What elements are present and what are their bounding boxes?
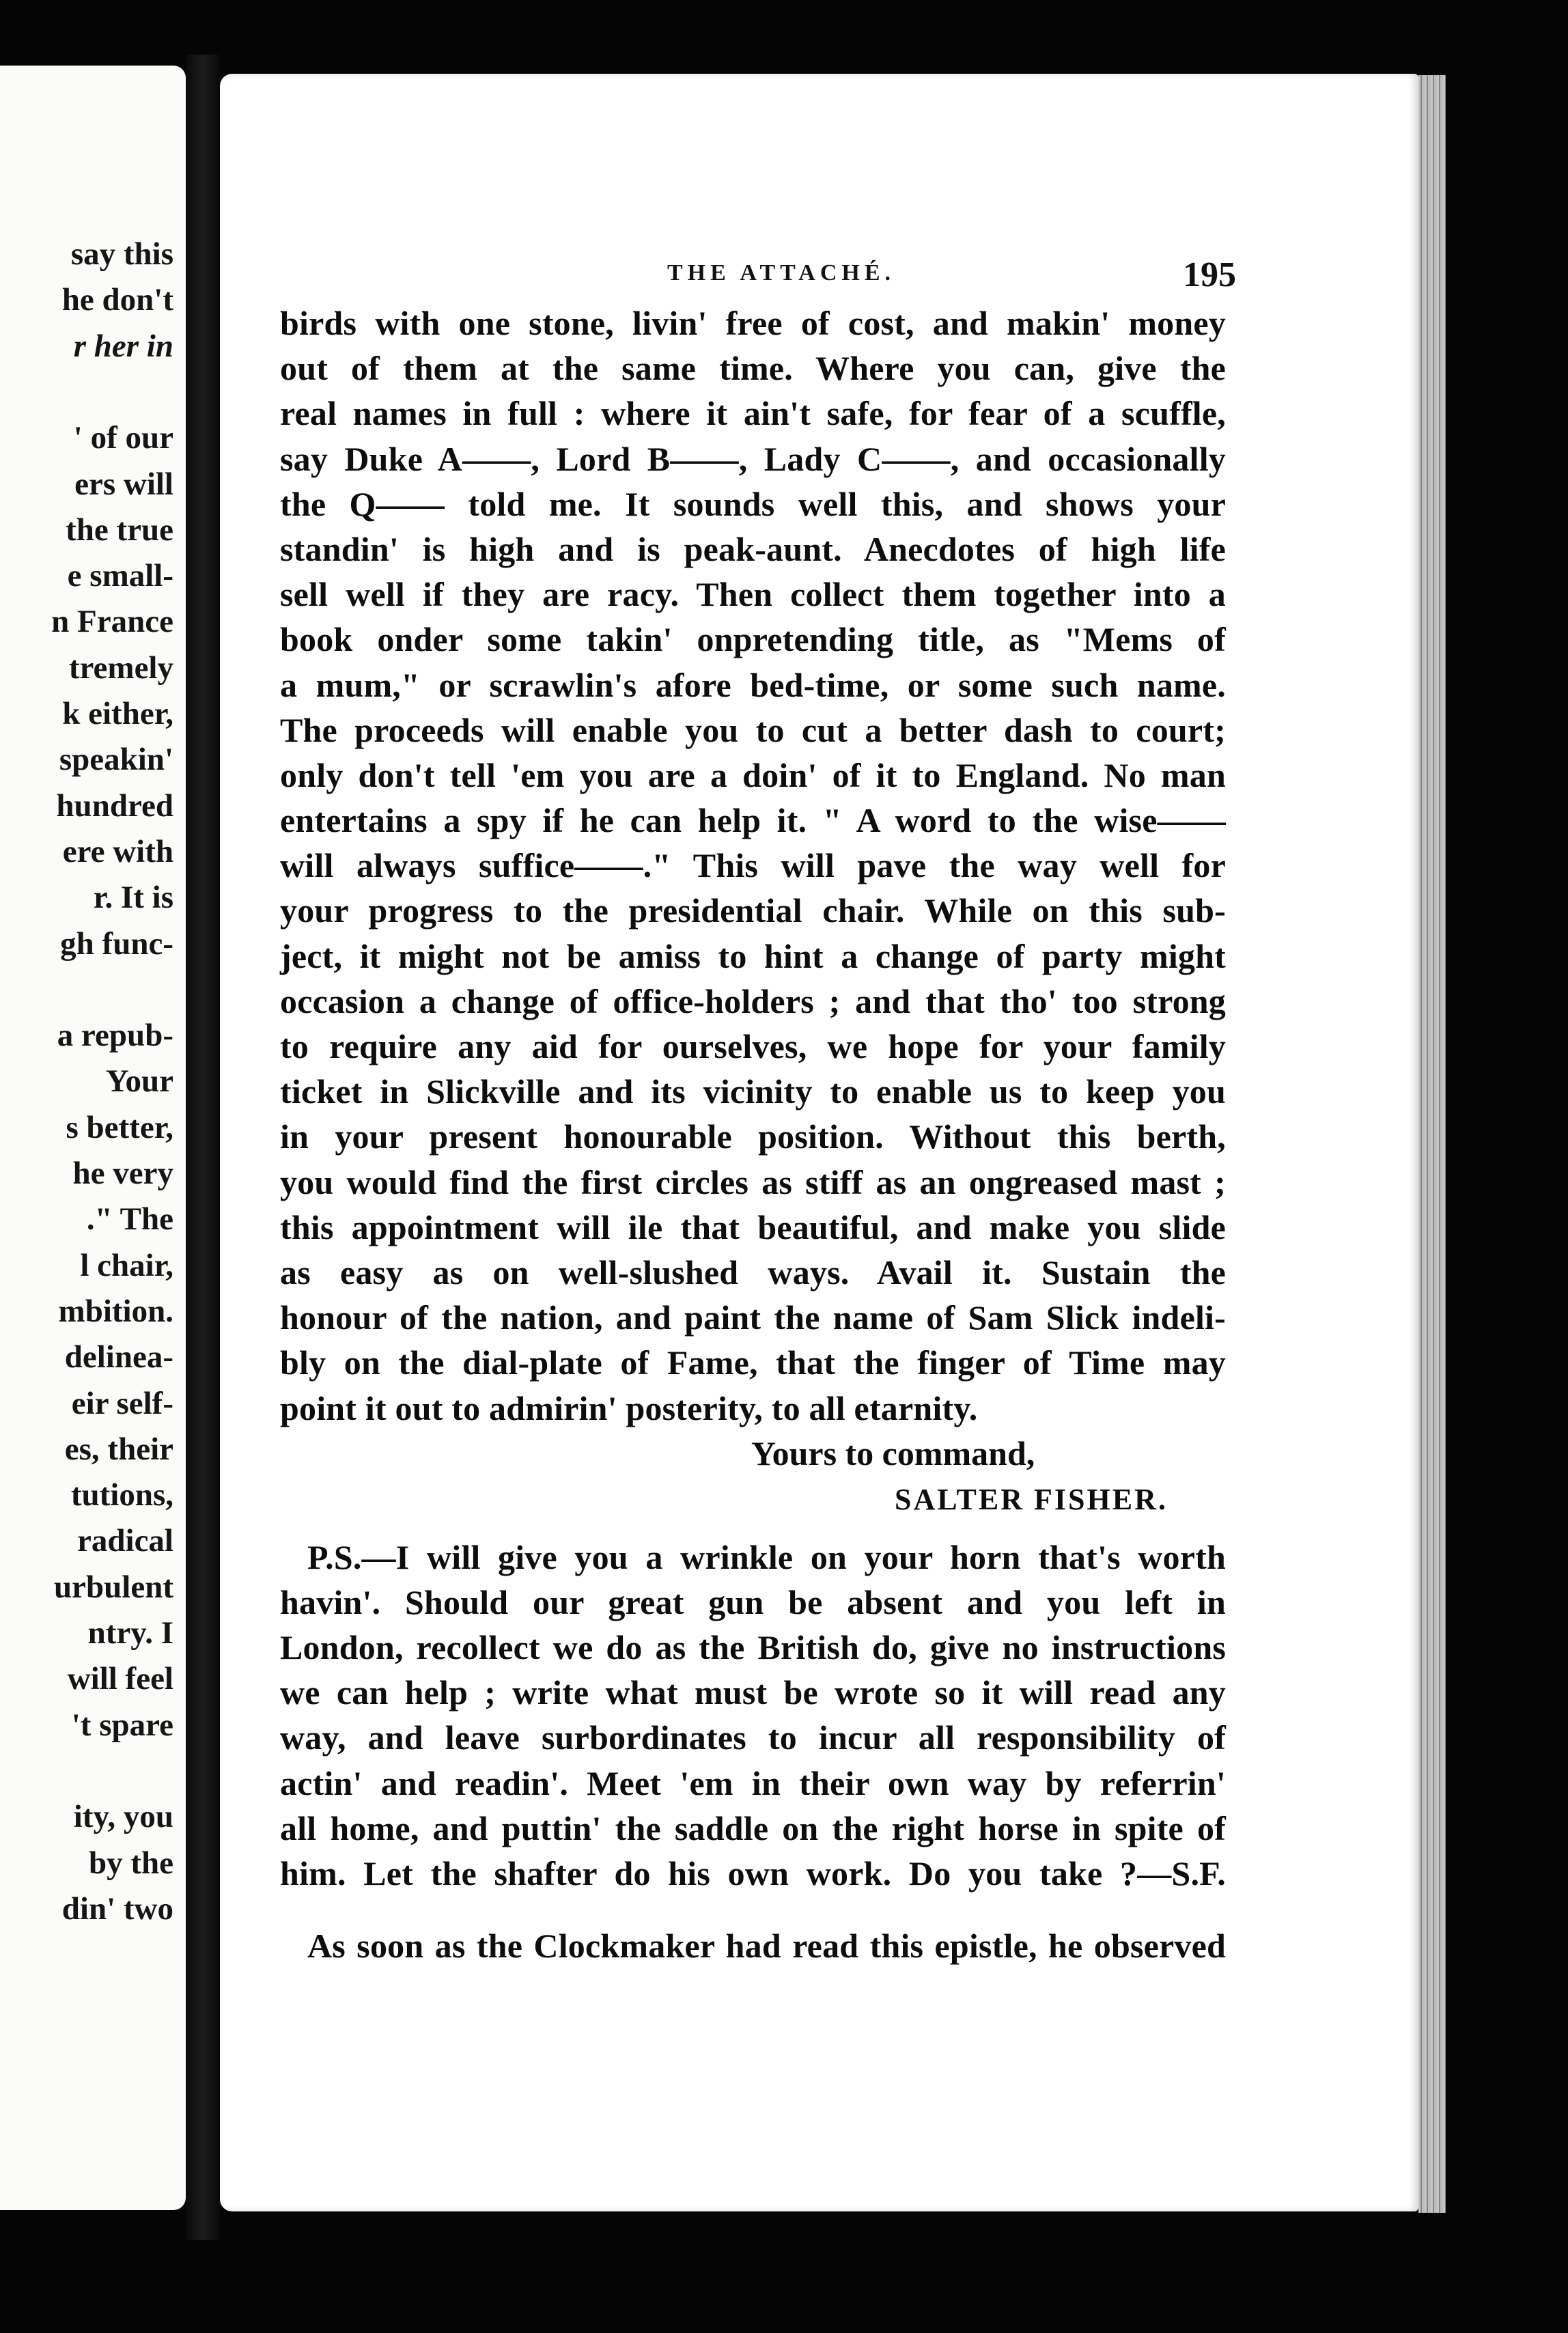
left-page-line: speakin'	[59, 742, 173, 778]
left-page-line: ." The	[86, 1201, 173, 1238]
text-line: this appointment will ile that beautiful, and make you slide	[280, 1207, 1226, 1246]
left-page-line: hundred	[56, 787, 173, 824]
book-page	[220, 74, 1418, 2211]
text-line: you would find the first circles as stiff as an ongreased mast ;	[280, 1162, 1226, 1201]
text-line: point it out to admirin' posterity, to all etarnity.	[280, 1388, 978, 1427]
text-line: say Duke A——, Lord B——, Lady C——, and occasionally	[280, 439, 1226, 478]
text-line: ticket in Slickville and its vicinity to enable us to keep you	[280, 1072, 1226, 1111]
text-line: The proceeds will enable you to cut a better dash to court;	[280, 710, 1226, 749]
left-page-line: delinea-	[64, 1339, 173, 1375]
text-line: your progress to the presidential chair. While on this sub-	[280, 891, 1226, 930]
left-page-line: es, their	[64, 1431, 173, 1467]
text-line: P.S.—I will give you a wrinkle on your horn that's worth	[307, 1537, 1226, 1576]
letter-closing: Yours to command,	[751, 1434, 1035, 1472]
page-number: 195	[1183, 255, 1236, 294]
running-head: THE ATTACHÉ.	[667, 260, 896, 285]
left-page-line: r her in	[73, 328, 173, 364]
left-page-line: the true	[66, 512, 173, 548]
text-line: havin'. Should our great gun be absent and you left in	[280, 1582, 1226, 1621]
left-page-line: ity, you	[73, 1799, 173, 1835]
letter-body	[280, 301, 1226, 1431]
left-page-line: e small-	[67, 558, 173, 594]
left-page-line: by the	[88, 1845, 173, 1881]
left-page-line: radical	[77, 1523, 173, 1559]
left-page-line: k either,	[62, 696, 173, 731]
text-line: real names in full : where it ain't safe, for fear of a scuffle,	[280, 394, 1226, 433]
left-page-line: tutions,	[70, 1477, 173, 1513]
left-page-line: Your	[105, 1063, 173, 1100]
left-page-line: will feel	[67, 1661, 173, 1697]
left-page-line: he don't	[61, 282, 173, 318]
left-page-line: 't spare	[71, 1707, 173, 1743]
text-line: entertains a spy if he can help it. " A word to the wise——	[280, 801, 1226, 840]
text-line: birds with one stone, livin' free of cost, and makin' money	[280, 304, 1226, 342]
left-page-line: eir self-	[71, 1385, 173, 1421]
page-header	[220, 255, 1418, 296]
left-page-line: he very	[72, 1156, 173, 1191]
text-line: all home, and puttin' the saddle on the right horse in spite of	[280, 1808, 1226, 1847]
left-page-line: urbulent	[54, 1569, 173, 1605]
letter-signature: SALTER FISHER.	[895, 1482, 1168, 1516]
left-page-line: r. It is	[93, 880, 173, 916]
text-line: in your present honourable position. Without this berth,	[280, 1117, 1226, 1156]
book-gutter	[186, 55, 220, 2240]
left-page-line: a repub-	[57, 1018, 173, 1054]
left-page-line: s better,	[66, 1109, 173, 1145]
left-page-line: l chair,	[80, 1247, 173, 1283]
narrative-line: As soon as the Clockmaker had read this epistle, he observed	[307, 1927, 1226, 1966]
postscript	[280, 1535, 1226, 1897]
text-line: him. Let the shafter do his own work. Do you take ?—S.F.	[280, 1854, 1226, 1892]
text-line: occasion a change of office-holders ; and that tho' too strong	[280, 981, 1226, 1020]
left-page-line: ntry. I	[87, 1615, 173, 1651]
text-line: book onder some takin' onpretending title, as "Mems of	[280, 620, 1226, 659]
left-page-line: mbition.	[58, 1293, 173, 1329]
text-line: London, recollect we do as the British do, give no instructions	[280, 1628, 1226, 1667]
page-text	[280, 301, 1226, 1968]
left-page-line: say this	[70, 236, 173, 272]
left-page-line: din' two	[61, 1890, 173, 1927]
text-line: ject, it might not be amiss to hint a change of party might	[280, 936, 1226, 975]
text-line: honour of the nation, and paint the name of Sam Slick indeli-	[280, 1298, 1226, 1337]
text-line: bly on the dial-plate of Fame, that the finger of Time may	[280, 1343, 1226, 1382]
page-stack-edge	[1418, 75, 1446, 2213]
text-line: sell well if they are racy. Then collect them together into a	[280, 575, 1226, 614]
text-line: a mum," or scrawlin's afore bed-time, or some such name.	[280, 665, 1226, 704]
text-line: to require any aid for ourselves, we hope for your family	[280, 1027, 1226, 1065]
text-line: we can help ; write what must be wrote so it will read any	[280, 1673, 1226, 1712]
left-page-line: ers will	[74, 466, 173, 502]
text-line: only don't tell 'em you are a doin' of it to England. No man	[280, 755, 1226, 794]
text-line: will always suffice——." This will pave the way well for	[280, 846, 1226, 885]
left-page-line: tremely	[68, 649, 173, 686]
text-line: standin' is high and is peak-aunt. Anecdotes of high life	[280, 529, 1226, 568]
text-line: as easy as on well-slushed ways. Avail it. Sustain the	[280, 1253, 1226, 1291]
left-page-line: n France	[51, 604, 173, 640]
left-page-line: ' of our	[73, 420, 173, 456]
text-line: way, and leave surbordinates to incur all responsibility of	[280, 1718, 1226, 1757]
text-line: actin' and readin'. Meet 'em in their own way by referrin'	[280, 1763, 1226, 1802]
text-line: out of them at the same time. Where you can, give the	[280, 349, 1226, 388]
left-page-line: gh func-	[60, 925, 173, 962]
left-page-line: ere with	[62, 833, 173, 869]
text-line: the Q—— told me. It sounds well this, and shows your	[280, 484, 1226, 523]
previous-page-fragment	[0, 66, 186, 2210]
